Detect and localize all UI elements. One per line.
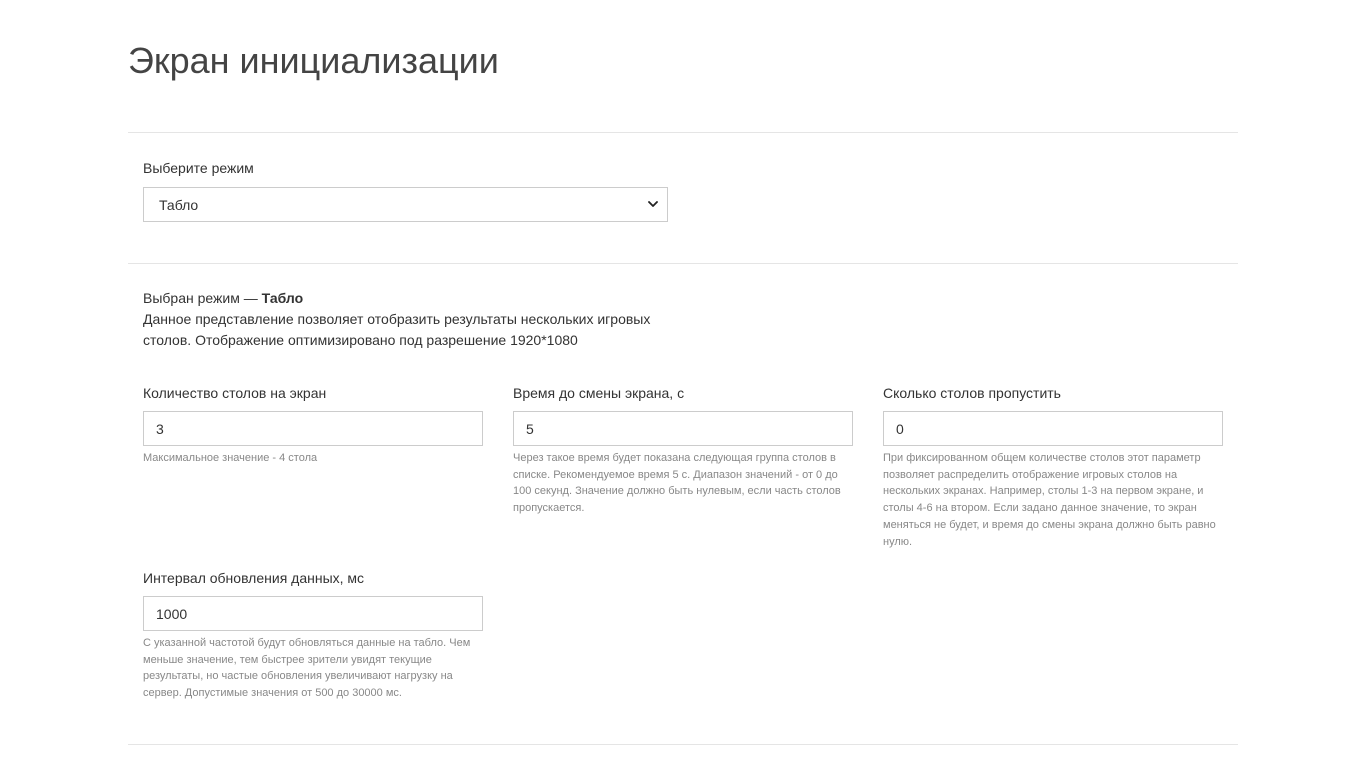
refresh-interval-label: Интервал обновления данных, мс	[143, 570, 365, 586]
refresh-interval-field	[143, 569, 483, 702]
screen-time-field	[513, 384, 853, 517]
divider-bottom	[128, 744, 1238, 745]
tables-count-label: Количество столов на экран	[143, 385, 327, 401]
tables-count-help: Максимальное значение - 4 стола	[143, 452, 318, 464]
divider-top	[128, 132, 1238, 133]
chevron-down-icon	[645, 197, 661, 213]
mode-description-prefix: Выбран режим —	[143, 290, 262, 306]
tables-count-input[interactable]: 3	[143, 411, 483, 446]
refresh-interval-input[interactable]: 1000	[143, 596, 483, 631]
page-title: Экран инициализации	[128, 40, 499, 81]
mode-description-name: Табло	[261, 290, 304, 306]
screen-time-input[interactable]: 5	[513, 411, 853, 446]
mode-description-text: Данное представление позволяет отобразить результаты нескольких игровых столов. Отображение оптимизировано под разрешение 1920*1080	[143, 311, 651, 348]
divider-middle	[128, 263, 1238, 264]
mode-select[interactable]	[143, 187, 668, 222]
refresh-interval-help: С указанной частотой будут обновляться данные на табло. Чем меньше значение, тем быстрее зрители увидят текущие результаты, но частые обновления увеличивают нагрузку на сервер. Допустимые значения от 500 до 30000 мс.	[143, 637, 471, 700]
mode-select-value: Табло	[159, 196, 199, 213]
mode-description	[143, 288, 673, 351]
skip-tables-input[interactable]: 0	[883, 411, 1223, 446]
skip-tables-field	[883, 384, 1223, 550]
mode-label: Выберите режим	[143, 160, 254, 176]
skip-tables-help: При фиксированном общем количестве столов этот параметр позволяет распределить отображение игровых столов на нескольких экранах. Например, столы 1-3 на первом экране, и столы 4-6 на втором. Если задано данное значение, то экран меняться не будет, и время до смены экрана должно быть равно нулю.	[883, 452, 1216, 548]
screen-time-label: Время до смены экрана, с	[513, 385, 685, 401]
screen-time-help: Через такое время будет показана следующая группа столов в списке. Рекомендуемое время 5 с. Диапазон значений - от 0 до 100 секунд. Значение должно быть нулевым, если часть столов пропускается.	[513, 452, 841, 515]
skip-tables-label: Сколько столов пропустить	[883, 385, 1061, 401]
tables-count-field	[143, 384, 483, 467]
